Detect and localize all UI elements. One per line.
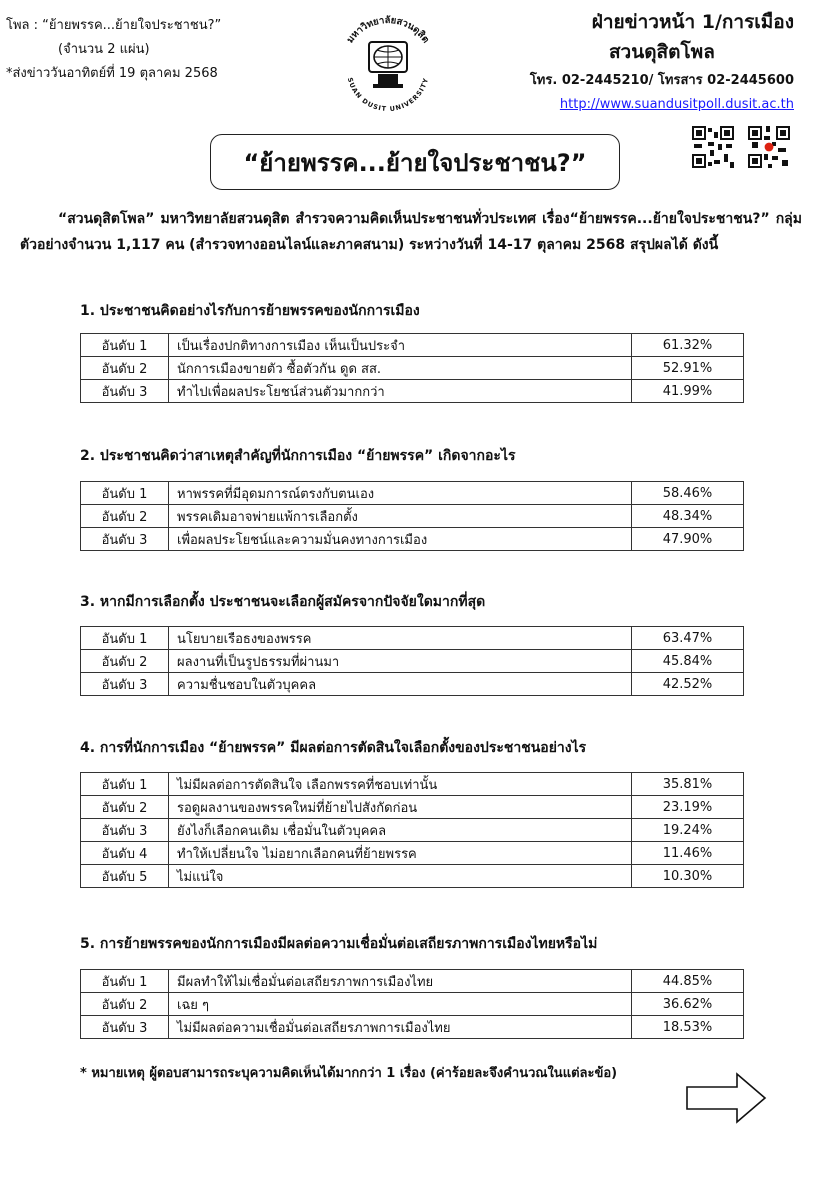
answer-cell: ทำไปเพื่อผลประโยชน์ส่วนตัวมากกว่า [169,380,632,403]
answer-cell: เฉย ๆ [169,993,632,1016]
table-row [81,482,744,505]
answer-cell: หาพรรคที่มีอุดมการณ์ตรงกับตนเอง [169,482,632,505]
percent-cell: 47.90% [632,528,744,551]
question-4-table [80,772,744,888]
table-row [81,865,744,888]
answer-cell: รอดูผลงานของพรรคใหม่ที่ย้ายไปสังกัดก่อน [169,796,632,819]
percent-cell: 19.24% [632,819,744,842]
percent-cell: 52.91% [632,357,744,380]
percent-cell: 18.53% [632,1016,744,1039]
table-row [81,505,744,528]
table-row [81,673,744,696]
send-date-line: *ส่งข่าววันอาทิตย์ที่ 19 ตุลาคม 2568 [6,66,218,81]
table-row [81,627,744,650]
percent-cell: 58.46% [632,482,744,505]
answer-cell: มีผลทำให้ไม่เชื่อมั่นต่อเสถียรภาพการเมืองไทย [169,970,632,993]
qr-code-icon [748,126,790,168]
rank-cell: อันดับ 2 [81,357,169,380]
answer-cell: ทำให้เปลี่ยนใจ ไม่อยากเลือกคนที่ย้ายพรรค [169,842,632,865]
percent-cell: 41.99% [632,380,744,403]
answer-cell: ไม่มีผลต่อการตัดสินใจ เลือกพรรคที่ชอบเท่านั้น [169,773,632,796]
question-5-title: 5. การย้ายพรรคของนักการเมืองมีผลต่อความเชื่อมั่นต่อเสถียรภาพการเมืองไทยหรือไม่ [80,936,598,952]
table-row [81,819,744,842]
answer-cell: ยังไงก็เลือกคนเดิม เชื่อมั่นในตัวบุคคล [169,819,632,842]
answer-cell: เพื่อผลประโยชน์และความมั่นคงทางการเมือง [169,528,632,551]
percent-cell: 36.62% [632,993,744,1016]
logo-arc-text-th: มหาวิทยาลัยสวนดุสิต [344,14,432,46]
qr-code-icon [692,126,734,168]
rank-cell: อันดับ 2 [81,650,169,673]
percent-cell: 63.47% [632,627,744,650]
answer-cell: ไม่แน่ใจ [169,865,632,888]
rank-cell: อันดับ 2 [81,505,169,528]
rank-cell: อันดับ 4 [81,842,169,865]
percent-cell: 45.84% [632,650,744,673]
question-3-table [80,626,744,696]
rank-cell: อันดับ 1 [81,773,169,796]
percent-cell: 48.34% [632,505,744,528]
rank-cell: อันดับ 1 [81,482,169,505]
header-left [6,14,221,86]
table-row [81,380,744,403]
percent-cell: 35.81% [632,773,744,796]
header-right [530,8,794,116]
rank-cell: อันดับ 3 [81,819,169,842]
table-row [81,970,744,993]
table-row [81,842,744,865]
percent-cell: 23.19% [632,796,744,819]
rank-cell: อันดับ 1 [81,970,169,993]
website-link[interactable]: http://www.suandusitpoll.dusit.ac.th [559,97,794,112]
table-row [81,334,744,357]
table-row [81,796,744,819]
poll-line: โพล : “ย้ายพรรค...ย้ายใจประชาชน?” [6,18,222,33]
next-page-arrow-icon[interactable] [685,1072,767,1124]
svg-text:มหาวิทยาลัยสวนดุสิต [345,15,431,45]
rank-cell: อันดับ 3 [81,1016,169,1039]
rank-cell: อันดับ 1 [81,627,169,650]
rank-cell: อันดับ 2 [81,796,169,819]
table-row [81,1016,744,1039]
university-logo [333,4,443,114]
question-4-title: 4. การที่นักการเมือง “ย้ายพรรค” มีผลต่อการตัดสินใจเลือกตั้งของประชาชนอย่างไร [80,740,587,756]
answer-cell: ความชื่นชอบในตัวบุคคล [169,673,632,696]
answer-cell: นักการเมืองขายตัว ซื้อตัวกัน ดูด สส. [169,357,632,380]
answer-cell: ผลงานที่เป็นรูปธรรมที่ผ่านมา [169,650,632,673]
question-2-title: 2. ประชาชนคิดว่าสาเหตุสำคัญที่นักการเมือง “ย้ายพรรค” เกิดจากอะไร [80,448,516,464]
question-5-table [80,969,744,1039]
percent-cell: 11.46% [632,842,744,865]
intro-paragraph [20,206,802,258]
rank-cell: อันดับ 2 [81,993,169,1016]
table-row [81,528,744,551]
table-row [81,773,744,796]
rank-cell: อันดับ 5 [81,865,169,888]
sheets-line: (จำนวน 2 แผ่น) [58,42,150,57]
question-1-title: 1. ประชาชนคิดอย่างไรกับการย้ายพรรคของนักการเมือง [80,303,420,319]
phone-fax: โทร. 02-2445210/ โทรสาร 02-2445600 [529,73,794,88]
question-3-title: 3. หากมีการเลือกตั้ง ประชาชนจะเลือกผู้สมัครจากปัจจัยใดมากที่สุด [80,594,486,610]
poll-title: “ย้ายพรรค...ย้ายใจประชาชน?” [210,134,620,190]
rank-cell: อันดับ 1 [81,334,169,357]
rank-cell: อันดับ 3 [81,528,169,551]
percent-cell: 42.52% [632,673,744,696]
department-label: ฝ่ายข่าวหน้า 1/การเมือง [591,11,794,33]
table-row [81,993,744,1016]
rank-cell: อันดับ 3 [81,673,169,696]
table-row [81,357,744,380]
table-row [81,650,744,673]
answer-cell: นโยบายเรือธงของพรรค [169,627,632,650]
footnote: * หมายเหตุ ผู้ตอบสามารถระบุความคิดเห็นได้มากกว่า 1 เรื่อง (ค่าร้อยละจึงคำนวณในแต่ละข้อ) [80,1066,618,1081]
percent-cell: 61.32% [632,334,744,357]
logo-arc-text-en: SUAN DUSIT UNIVERSITY [345,76,431,114]
intro-text: “สวนดุสิตโพล” มหาวิทยาลัยสวนดุสิต สำรวจความคิดเห็นประชาชนทั่วประเทศ เรื่อง“ย้ายพรรค...ย้ายใจประชาชน?” กลุ่มตัวอย่างจำนวน 1,117 คน (สำรวจทางออนไลน์และภาคสนาม) ระหว่างวันที่ 14-17 ตุลาคม 2568 สรุปผลได้ ดังนี้ [20,211,802,253]
rank-cell: อันดับ 3 [81,380,169,403]
answer-cell: ไม่มีผลต่อความเชื่อมั่นต่อเสถียรภาพการเมืองไทย [169,1016,632,1039]
question-2-table [80,481,744,551]
percent-cell: 44.85% [632,970,744,993]
answer-cell: พรรคเดิมอาจพ่ายแพ้การเลือกตั้ง [169,505,632,528]
answer-cell: เป็นเรื่องปกติทางการเมือง เห็นเป็นประจำ [169,334,632,357]
percent-cell: 10.30% [632,865,744,888]
org-name: สวนดุสิตโพล [608,41,715,63]
question-1-table [80,333,744,403]
